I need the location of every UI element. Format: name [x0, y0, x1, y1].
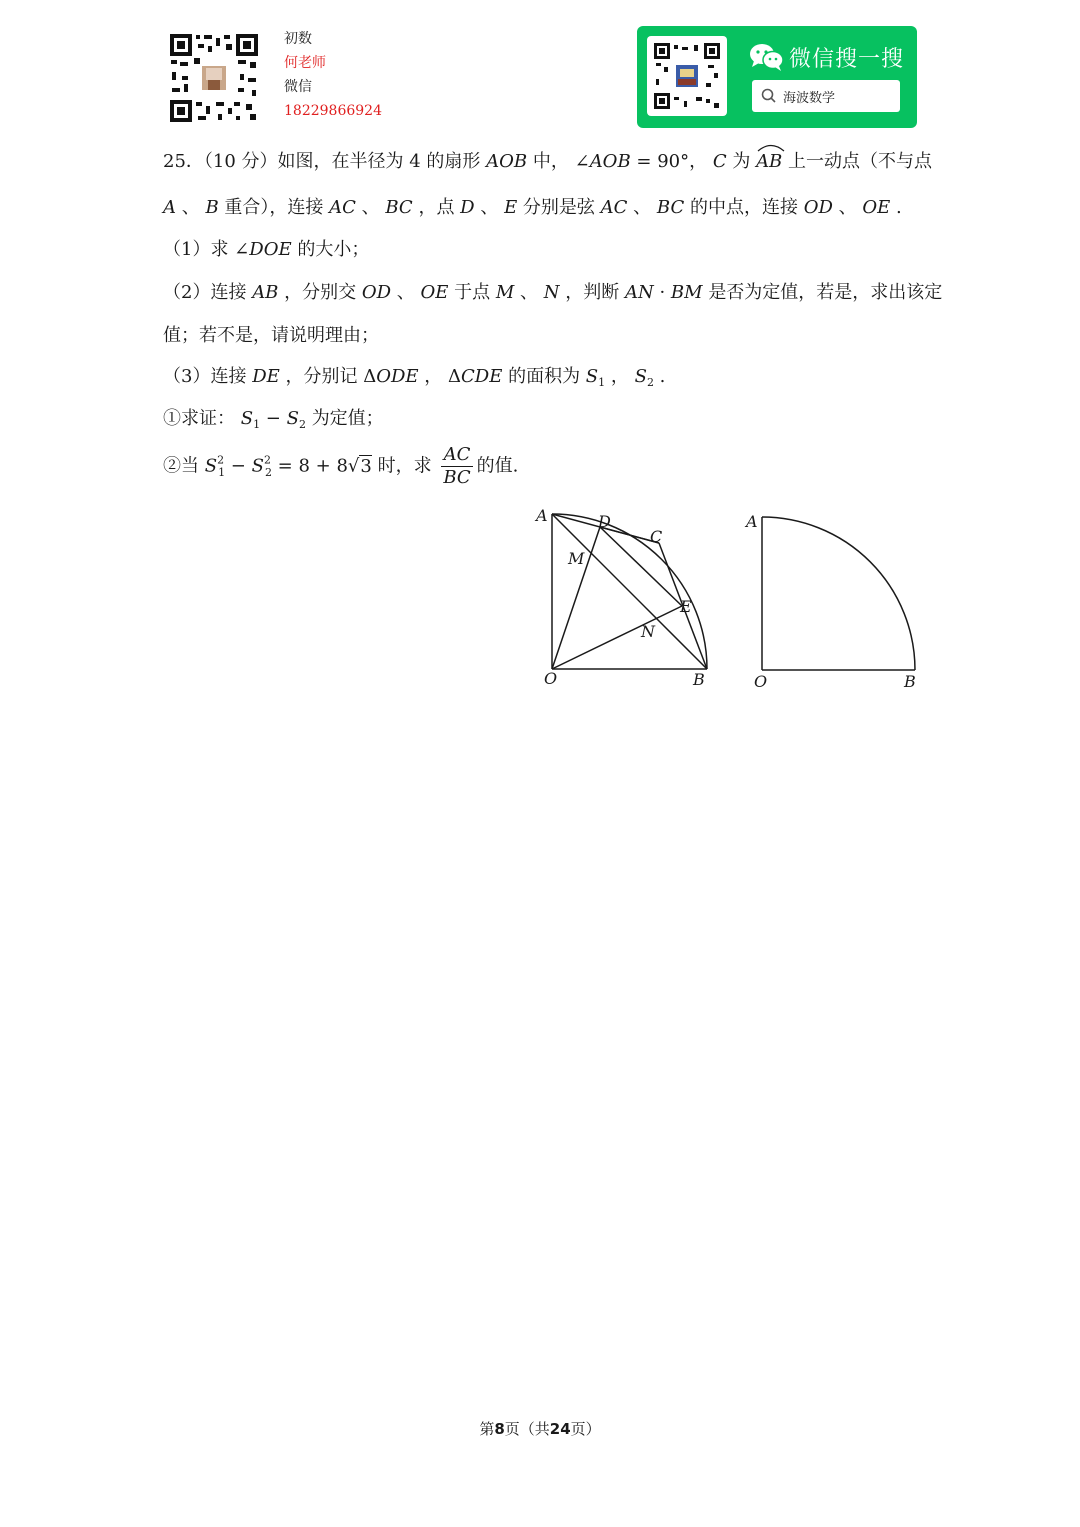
- fig1-label-o: O: [544, 669, 558, 688]
- page-number: 8: [494, 1420, 505, 1438]
- problem-intro: 25．（10 分）如图，在半径为 4 的扇形: [163, 151, 481, 172]
- contact-line-phone: 18229866924: [284, 103, 382, 119]
- wechat-qr-code: [647, 36, 727, 116]
- teacher-qr-code: [168, 32, 260, 124]
- question-1: （1）求 ∠DOE 的大小；: [163, 239, 370, 260]
- fig1-label-b: B: [693, 670, 705, 689]
- contact-line-teacher: 何老师: [284, 55, 326, 71]
- teacher-contact: [284, 27, 382, 123]
- problem-line-1: 25．（10 分）如图，在半径为 4 的扇形 AOB 中， ∠AOB = 90°， C 为 AB 上一动点（不与点: [163, 150, 932, 174]
- question-2-line-2: 值；若不是，请说明理由；: [163, 325, 379, 346]
- contact-line-wechat: 微信: [284, 79, 312, 95]
- page-total: 24: [549, 1420, 571, 1438]
- fig1-label-e: E: [680, 597, 692, 616]
- wechat-search-bar[interactable]: [752, 80, 900, 112]
- question-3: （3）连接 DE ，分别记 ΔODE ， ΔCDE 的面积为 $S_1$ ， $S_2$ .: [163, 366, 666, 389]
- question-3-part-1: ①求证： $S_1 - S_2$ 为定值；: [163, 408, 384, 431]
- fig2-label-b: B: [904, 672, 916, 691]
- fig1-label-n: N: [641, 622, 655, 641]
- figure-2-sector-blank: [738, 505, 928, 695]
- page-footer: 第8页（共24页）: [479, 1420, 601, 1438]
- fig2-label-o: O: [754, 672, 768, 691]
- fig1-label-a: A: [536, 506, 548, 525]
- problem-line-2: A 、 B 重合），连接 AC 、 BC ，点 D 、 E 分别是弦 AC 、 BC 的中点，连接 OD 、 OE .: [163, 197, 902, 218]
- wechat-search-title: 微信搜一搜: [789, 47, 905, 72]
- fig1-label-m: M: [568, 549, 585, 568]
- wechat-logo-icon: [749, 42, 785, 72]
- figure-1-sector-diagram: [530, 500, 730, 695]
- wechat-search-banner: [637, 26, 917, 128]
- fig1-label-d: D: [598, 512, 611, 531]
- contact-line-subject: 初数: [284, 31, 312, 47]
- question-3-part-2: ②当 $S^2_1 - S^2_2 = 8 + 8√3$ 时，求 $\frac{AC}{BC}$ 的值.: [163, 444, 519, 488]
- search-icon: [761, 88, 777, 104]
- question-2: （2）连接 AB ，分别交 OD 、 OE 于点 M 、 N ，判断 AN · BM 是否为定值，若是，求出该定: [163, 282, 943, 303]
- fig1-label-c: C: [650, 527, 663, 546]
- search-query: 海波数学: [783, 91, 836, 106]
- fig2-label-a: A: [746, 512, 758, 531]
